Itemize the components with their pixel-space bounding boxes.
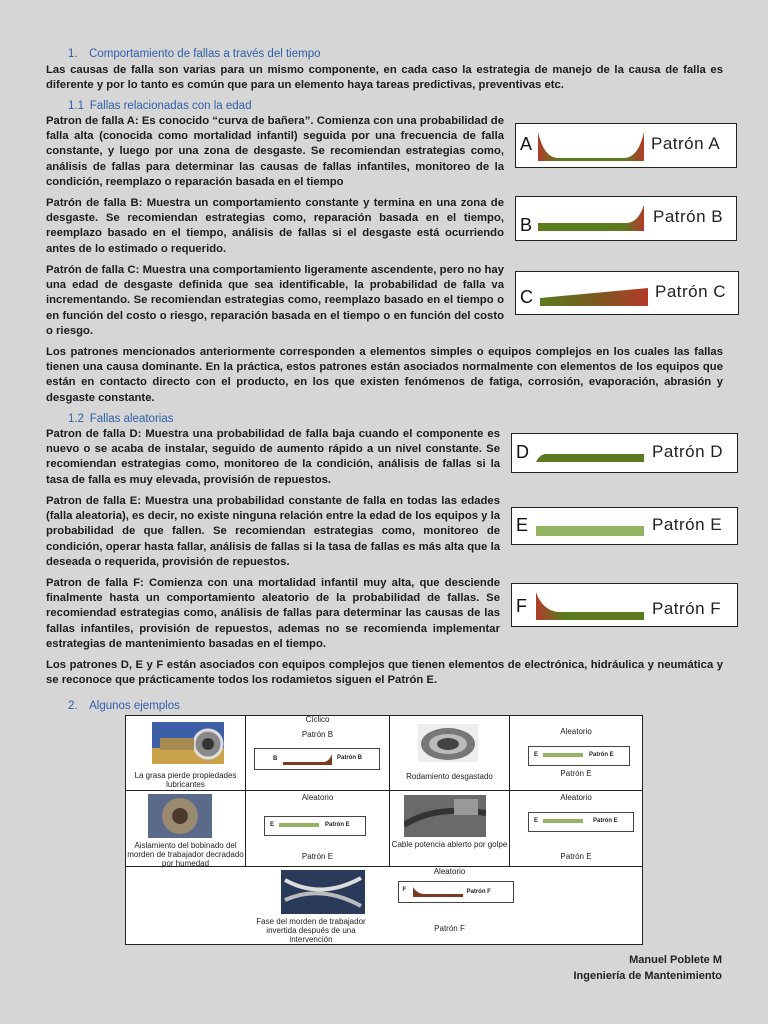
pattern-c-text: Muestra una comportamiento ligeramente ascendente, pero no hay una edad de desgaste definida que sea identificable, la probabilidad de falla va incrementando. Se recomiendan estrategias como, reemplazo basado en el tiempo o en función del costo o riesgo, reparación basada en el tiempo o en función del costo o riesgo. [46,264,504,337]
pattern-d-text: Muestra una probabilidad de falla baja cuando el componente es nuevo o se acaba de instalar, seguido de aumento rápido a un nivel constante. Se recomiendan estrategias como, monitoreo de la condición, análisis de fallas si la tasa de falla es muy elevada, provisión de repuestos. [46,428,500,486]
pattern-f-letter: F [516,596,527,616]
random-label-1: Aleatorio [560,727,592,736]
mini-pattern-b-figure [254,748,380,770]
random-label-2: Aleatorio [301,793,334,802]
example-winding-caption: Aislamiento del bobinado del morden de trabajador decradado por humedad [127,841,244,868]
pattern-b-letter: B [520,215,533,235]
phase-wiring-photo-icon [281,870,365,914]
pattern-e-figure [511,507,738,545]
cyclic-label: Cíclico [305,715,330,724]
pattern-d-paragraph [46,427,500,488]
mini-pattern-e-letter-3: E [534,818,539,824]
pattern-e-name: Patrón E [652,515,723,534]
pattern-b-figure [515,196,737,241]
mini-pattern-e-label-2: Patrón E [325,822,350,828]
pattern-a-curve [536,128,646,164]
pattern-b-label: Patrón de falla B: [46,197,143,209]
cable-photo-icon [404,795,486,837]
pattern-e-label: Patron de falla E: [46,495,142,507]
pattern-f-curve [534,588,646,622]
pattern-f-name: Patrón F [652,599,722,618]
pattern-c-figure [515,271,739,315]
pattern-e-letter: E [516,515,529,535]
section-2-title: 2. Algunos ejemplos [68,700,180,712]
examples-table [125,715,643,945]
pattern-f-text: Comienza con una mortalidad infantil muy alta, que desciende finalmente hasta un comportamiento aleatorio de la probabilidad de fallas. Se recomiendad estrategias como, análisis de fallas para determinar las causas de las fallas infantiles, provisión de repuestos, ademas no se recomienda implementar estrategias de mantenimiento basadas en el tiempo. [46,577,500,650]
example-phase-cell [126,867,390,945]
pattern-a-figure [515,123,737,168]
pattern-a-text: Es conocido “curva de bañera”. Comienza con una probabilidad de falla alta (conocida como mortalidad infantil) seguida por una frecuencia de falla constante, y luego por una zona de desgaste. Se recomiendan estrategias como, análisis de fallas para determinar las causas de fallas infantiles, monitoreo de la condición, reemplazo o reparación basada en el tiempo [46,115,504,188]
pattern-c-label: Patrón de falla C: [46,264,140,276]
pattern-a-name: Patrón A [651,134,721,153]
motor-winding-photo-icon [148,794,212,838]
example-bearing-cell [390,716,510,791]
mini-pattern-b-curve [283,752,333,766]
example-cable-caption: Cable potencia abierto por golpe [391,840,508,849]
bearing-photo-icon [152,722,224,764]
pattern-b-paragraph [46,196,504,257]
pattern-d-letter: D [516,442,529,462]
age-patterns-summary: Los patrones mencionados anteriormente corresponden a elementos simples o equipos complejos en los cuales las fallas tienen una causa dominante. En la práctica, estos patrones están asociados normalmente con elementos de los equipos que están en contacto directo con el producto, en los que existen fenómenos de fatiga, corrosión, evaporación, abrasión y desgaste constante. [46,346,723,404]
worn-bearing-photo-icon [418,724,478,762]
pattern-e-paragraph [46,494,500,570]
pattern-b-curve [536,201,646,237]
pattern-d-curve [534,440,646,466]
example-bearing-caption: Rodamiento desgastado [406,772,493,781]
random-pattern-label-1: Patrón E [560,769,592,778]
random-label-3: Aleatorio [560,793,592,802]
random-label-4: Aleatorio [433,867,466,876]
pattern-c-name: Patrón C [655,282,727,301]
random-pattern-label-4: Patrón F [434,924,465,933]
mini-pattern-e-figure-2 [264,816,366,836]
pattern-d-label: Patron de falla D: [46,428,142,440]
pattern-e-curve [534,514,646,540]
section-1-title: 1. Comportamiento de fallas a través del tiempo [68,48,321,60]
pattern-a-label: Patron de falla A: [46,115,139,127]
pattern-c-curve [538,276,650,310]
author-name: Manuel Poblete M [629,954,722,966]
mini-pattern-e-curve-2 [279,823,319,829]
mini-pattern-e-curve-3 [543,819,583,825]
empty-cell [510,867,643,945]
random-pattern-label-2: Patrón E [301,852,334,861]
section-1-intro: Las causas de falla son varias para un mismo componente, en cada caso la estrategia de manejo de la causa de falla es diferente y por lo tanto es común que para un elemento haya tareas predictivas, preventivas etc. [46,64,723,92]
mini-pattern-f-label: Patrón F [466,889,491,895]
example-grease-cell [126,716,246,791]
mini-pattern-e-figure-3 [528,812,634,832]
pattern-c-paragraph [46,263,504,339]
pattern-e-text: Muestra una probabilidad constante de falla en todas las edades (falla aleatoria), es decir, no existe ninguna relación entre la edad de los equipos y la probabilidad de que fallen. Se recomiendan estrategias como, monitoreo de condición, operar hasta fallar, análisis de fallas si la tasa de fallas es más alta que la deseada o requerida, provisión de repuestos. [46,495,500,568]
mini-pattern-e-letter-1: E [534,752,539,758]
pattern-f-figure [511,583,738,627]
pattern-d-figure [511,433,738,473]
example-random-cell-4 [390,867,510,945]
pattern-f-label: Patron de falla F: [46,577,144,589]
example-cable-cell [390,791,510,867]
subsection-1-2-title: 1.2 Fallas aleatorias [68,413,174,425]
pattern-d-name: Patrón D [652,442,724,461]
example-random-cell-3 [510,791,643,867]
example-winding-cell [126,791,246,867]
example-phase-caption: Fase del morden de trabajador invertida después de una intervención [256,917,366,944]
pattern-a-paragraph [46,114,504,190]
mini-pattern-e-letter-2: E [270,822,275,828]
mini-pattern-f-figure [398,881,514,903]
pattern-c-letter: C [520,287,533,307]
mini-pattern-e-curve-1 [543,753,583,759]
mini-pattern-e-label-1: Patrón E [589,752,614,758]
pattern-b-text: Muestra un comportamiento constante y termina en una zona de desgaste. Se recomiendan estrategias como, reparación basada en el tiempo, reemplazo basado en el tiempo, análisis de fallas si el desgaste está ocurriendo antes de lo estimado o requerido. [46,197,504,255]
random-pattern-label-3: Patrón E [560,852,592,861]
example-cyclic-cell [246,716,390,791]
mini-pattern-f-curve [413,885,463,899]
mini-pattern-b-letter: B [273,756,278,762]
example-random-cell-2 [246,791,390,867]
pattern-f-paragraph [46,576,500,652]
random-patterns-summary: Los patrones D, E y F están asociados con equipos complejos que tienen elementos de electrónica, hidráulica y neumática y se reconoce que prácticamente todos los rodamietos siguen el Patrón E. [46,659,723,687]
example-random-cell-1 [510,716,643,791]
pattern-a-letter: A [520,134,533,154]
mini-pattern-e-figure-1 [528,746,630,766]
mini-pattern-f-letter: F [402,887,407,893]
example-grease-caption: La grasa pierde propiedades lubricantes [134,771,237,789]
mini-pattern-b-label: Patrón B [337,755,363,761]
author-role: Ingeniería de Mantenimiento [573,970,722,982]
pattern-b-name: Patrón B [653,207,724,226]
cyclic-pattern-label: Patrón B [301,730,334,739]
subsection-1-1-title: 1.1 Fallas relacionadas con la edad [68,100,252,112]
mini-pattern-e-label-3: Patrón E [593,818,618,824]
